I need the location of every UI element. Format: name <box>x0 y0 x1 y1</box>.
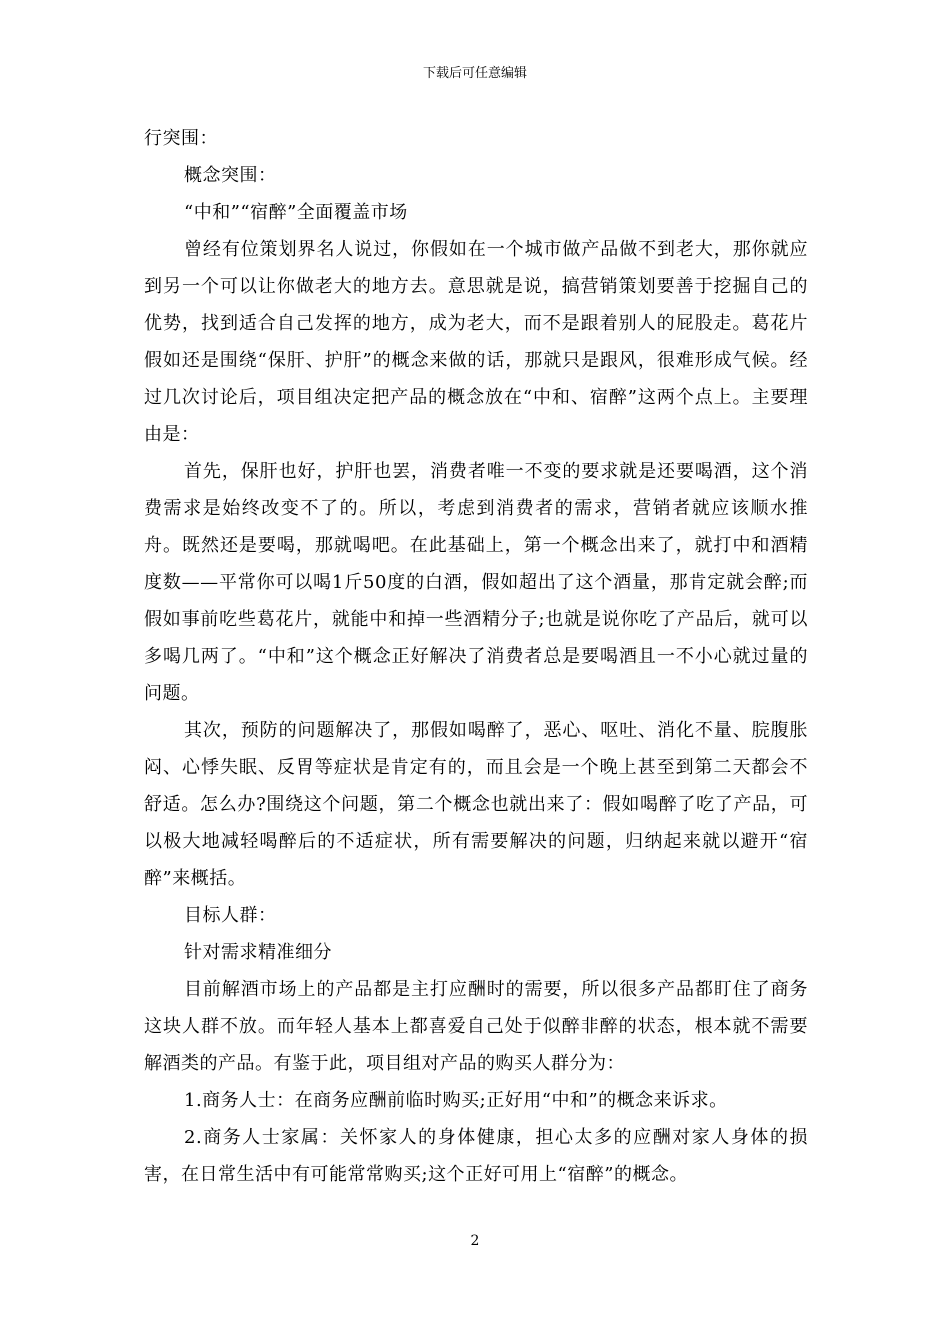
paragraph: 其次，预防的问题解决了，那假如喝醉了，恶心、呕吐、消化不量、脘腹胀闷、心悸失眠、反胃等症状是肯定有的，而且会是一个晚上甚至到第二天都会不舒适。怎么办?围绕这个问题，第二个概念也就出来了：假如喝醉了吃了产品，可以极大地减轻喝醉后的不适症状，所有需要解决的问题，归纳起来就以避开“宿醉”来概括。 <box>144 720 808 889</box>
page-header: 下载后可任意编辑 <box>422 66 527 81</box>
list-item: 1.商务人士：在商务应酬前临时购买;正好用“中和”的概念来诉求。 <box>184 1090 728 1111</box>
paragraph: 行突围： <box>144 128 218 149</box>
section-subheading: 针对需求精准细分 <box>184 942 332 963</box>
list-item: 2.商务人士家属：关怀家人的身体健康，担心太多的应酬对家人身体的损害，在日常生活中有可能常常购买;这个正好可用上“宿醉”的概念。 <box>144 1127 808 1185</box>
paragraph: 首先，保肝也好，护肝也罢，消费者唯一不变的要求就是还要喝酒，这个消费需求是始终改变不了的。所以，考虑到消费者的需求，营销者就应该顺水推舟。既然还是要喝，那就喝吧。在此基础上，第一个概念出来了，就打中和酒精度数——平常你可以喝1斤50度的白酒，假如超出了这个酒量，那肯定就会醉;而假如事前吃些葛花片，就能中和掉一些酒精分子;也就是说你吃了产品后，就可以多喝几两了。“中和”这个概念正好解决了消费者总是要喝酒且一不小心就过量的问题。 <box>144 461 808 704</box>
page-number: 2 <box>470 1233 480 1249</box>
paragraph: 曾经有位策划界名人说过，你假如在一个城市做产品做不到老大，那你就应到另一个可以让你做老大的地方去。意思就是说，搞营销策划要善于挖掘自己的优势，找到适合自己发挥的地方，成为老大，而不是跟着别人的屁股走。葛花片假如还是围绕“保肝、护肝”的概念来做的话，那就只是跟风，很难形成气候。经过几次讨论后，项目组决定把产品的概念放在“中和、宿醉”这两个点上。主要理由是： <box>144 239 808 445</box>
section-heading: 概念突围： <box>184 165 277 186</box>
paragraph: 目前解酒市场上的产品都是主打应酬时的需要，所以很多产品都盯住了商务这块人群不放。而年轻人基本上都喜爱自己处于似醉非醉的状态，根本就不需要解酒类的产品。有鉴于此，项目组对产品的购买人群分为： <box>144 979 808 1074</box>
document-body <box>144 120 808 1193</box>
section-heading: 目标人群： <box>184 905 277 926</box>
section-subheading: “中和”“宿醉”全面覆盖市场 <box>184 202 408 223</box>
